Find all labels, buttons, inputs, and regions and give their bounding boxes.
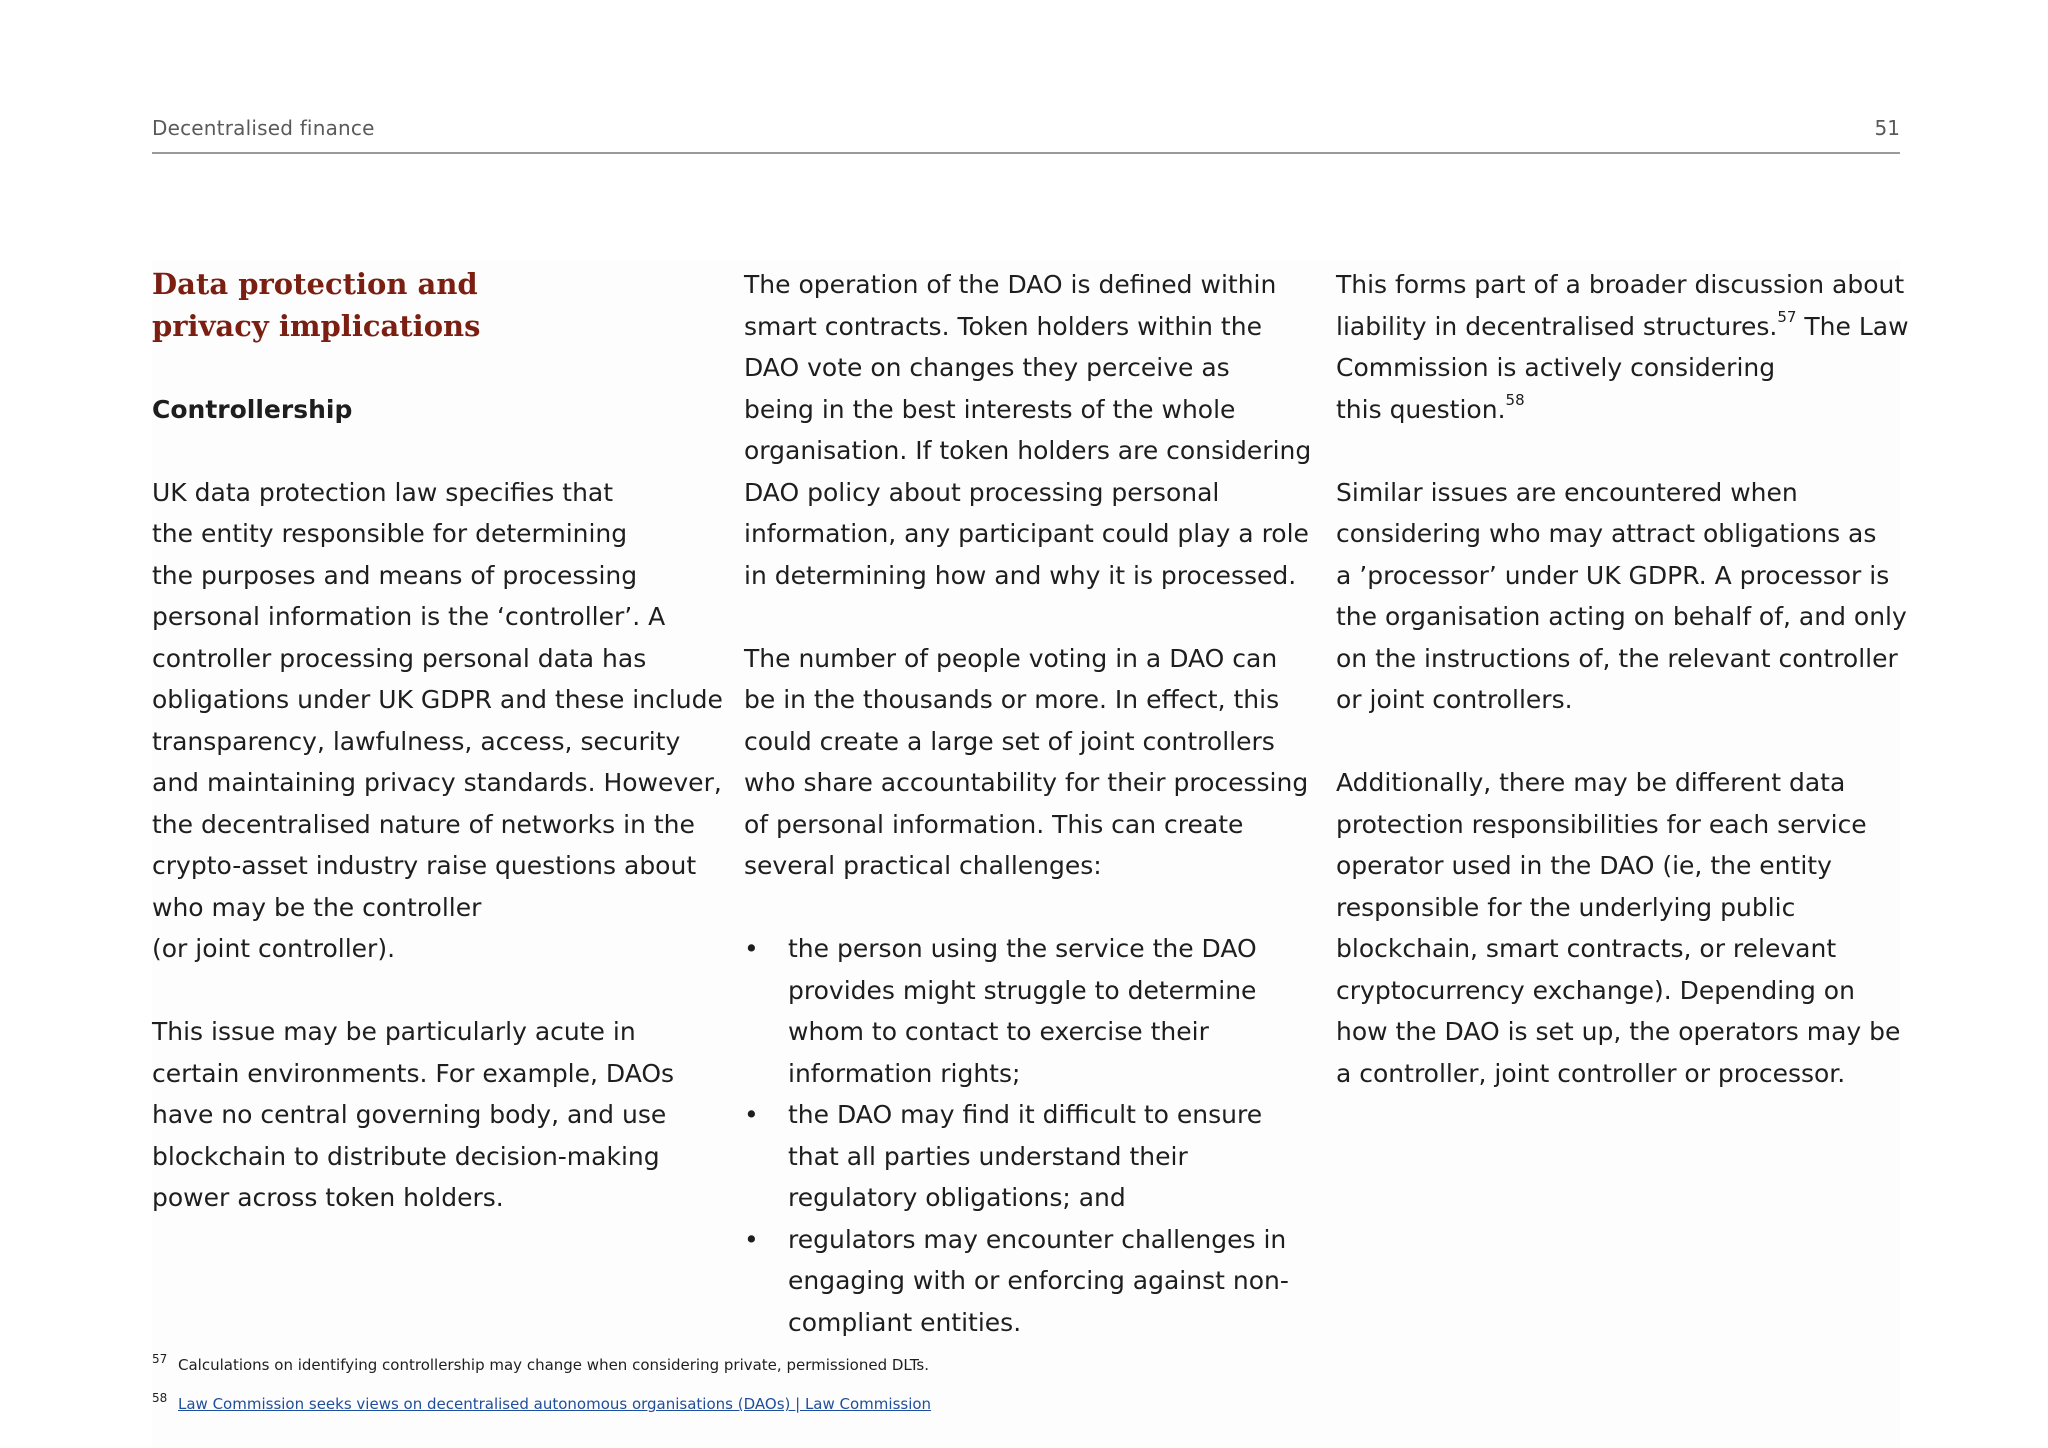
text-line: who may be the controller <box>152 892 482 922</box>
text-line: the DAO may find it difficult to ensure <box>788 1100 1263 1129</box>
paragraph <box>152 472 722 970</box>
text-line: organisation. If token holders are considering <box>744 436 1312 465</box>
column-3 <box>1336 264 1909 1094</box>
text-line: certain environments. For example, DAOs <box>152 1058 675 1088</box>
bullet-icon: • <box>744 934 759 963</box>
text-line: the purposes and means of processing <box>152 560 638 590</box>
paragraph <box>152 1011 722 1219</box>
text-line: compliant entities. <box>788 1307 1022 1337</box>
text-line: (or joint controller). <box>152 934 396 963</box>
text-line: who share accountability for their processing <box>744 768 1309 797</box>
text-line: have no central governing body, and use <box>152 1100 667 1129</box>
column-1 <box>152 264 722 1219</box>
text-line: Similar issues are encountered when <box>1336 477 1798 507</box>
footnote-ref-58[interactable]: 58 <box>1505 391 1525 410</box>
text-line: on the instructions of, the relevant controller <box>1336 643 1898 673</box>
text-line: cryptocurrency exchange). Depending on <box>1336 975 1855 1005</box>
text-line <box>1336 306 1909 348</box>
list-item <box>744 928 1318 1094</box>
footnote-57 <box>152 1354 1352 1376</box>
text-line: This forms part of a broader discussion about <box>1336 270 1905 299</box>
text-line: regulators may encounter challenges in <box>788 1224 1287 1254</box>
running-header <box>152 116 1900 154</box>
text-line: provides might struggle to determine <box>788 975 1257 1005</box>
text-fragment: this question. <box>1336 394 1506 424</box>
text-line: how the DAO is set up, the operators may be <box>1336 1017 1901 1046</box>
paragraph <box>1336 264 1909 430</box>
text-line: several practical challenges: <box>744 851 1102 880</box>
text-line: a ’processor’ under UK GDPR. A processor is <box>1336 560 1890 590</box>
text-line: or joint controllers. <box>1336 685 1573 714</box>
text-line: operator used in the DAO (ie, the entity <box>1336 851 1832 880</box>
text-line: This issue may be particularly acute in <box>152 1017 636 1046</box>
law-commission-link[interactable]: Law Commission seeks views on decentralised autonomous organisations (DAOs) | Law Commission <box>178 1395 932 1413</box>
challenges-list <box>744 928 1318 1343</box>
footnote-text: Calculations on identifying controllership may change when considering private, permissioned DLTs. <box>178 1356 929 1374</box>
text-line: being in the best interests of the whole <box>744 394 1236 424</box>
text-line: the organisation acting on behalf of, and only <box>1336 602 1907 631</box>
paragraph <box>744 264 1318 596</box>
list-item <box>744 1094 1318 1219</box>
text-line: smart contracts. Token holders within the <box>744 311 1262 341</box>
text-line: The number of people voting in a DAO can <box>744 643 1278 673</box>
text-line: DAO vote on changes they perceive as <box>744 353 1230 382</box>
text-fragment: liability in decentralised structures. <box>1336 311 1778 341</box>
running-title: Decentralised finance <box>152 116 375 140</box>
text-line: regulatory obligations; and <box>788 1183 1126 1212</box>
text-line: blockchain to distribute decision-making <box>152 1141 660 1171</box>
paragraph <box>744 638 1318 887</box>
text-line: controller processing personal data has <box>152 643 647 673</box>
text-line: responsible for the underlying public <box>1336 892 1796 922</box>
footnote-58 <box>152 1393 1352 1415</box>
bullet-icon: • <box>744 1224 759 1254</box>
footnote-ref-57[interactable]: 57 <box>1777 308 1797 327</box>
text-line: that all parties understand their <box>788 1141 1188 1171</box>
section-heading-line: privacy implications <box>152 308 481 343</box>
column-2 <box>744 264 1318 1343</box>
footnote-number: 57 <box>152 1352 168 1366</box>
text-line: whom to contact to exercise their <box>788 1017 1209 1046</box>
subheading-controllership: Controllership <box>152 394 353 424</box>
text-line: Commission is actively considering <box>1336 353 1776 382</box>
text-line: of personal information. This can create <box>744 809 1244 839</box>
text-line: blockchain, smart contracts, or relevant <box>1336 934 1837 963</box>
text-line: DAO policy about processing personal <box>744 477 1220 507</box>
text-line: obligations under UK GDPR and these include <box>152 685 723 714</box>
text-line: Additionally, there may be different data <box>1336 768 1846 797</box>
text-line: the entity responsible for determining <box>152 519 628 548</box>
text-line: engaging with or enforcing against non- <box>788 1266 1289 1295</box>
paragraph <box>1336 472 1906 721</box>
text-fragment: The Law <box>1796 311 1909 341</box>
text-line: the person using the service the DAO <box>788 934 1257 963</box>
text-line: be in the thousands or more. In effect, this <box>744 685 1280 714</box>
text-line: the decentralised nature of networks in the <box>152 809 695 839</box>
section-heading <box>152 264 722 347</box>
text-line: information rights; <box>788 1058 1021 1088</box>
footnotes <box>152 1354 1352 1432</box>
text-line: information, any participant could play a role <box>744 519 1309 548</box>
paragraph <box>1336 762 1906 1094</box>
text-line: The operation of the DAO is defined within <box>744 270 1277 299</box>
text-line: crypto-asset industry raise questions about <box>152 851 697 880</box>
text-line: personal information is the ‘controller’. A <box>152 602 666 631</box>
text-line <box>1336 389 1906 431</box>
text-line: UK data protection law specifies that <box>152 477 614 507</box>
section-heading-line: Data protection and <box>152 267 478 301</box>
text-line: transparency, lawfulness, access, security <box>152 726 681 756</box>
page-number: 51 <box>1874 116 1900 140</box>
text-line: considering who may attract obligations as <box>1336 519 1877 548</box>
text-line: could create a large set of joint controllers <box>744 726 1275 756</box>
text-line: power across token holders. <box>152 1183 504 1212</box>
bullet-icon: • <box>744 1100 759 1129</box>
footnote-number: 58 <box>152 1391 168 1405</box>
text-line: protection responsibilities for each service <box>1336 809 1867 839</box>
text-line: a controller, joint controller or processor. <box>1336 1058 1846 1088</box>
text-line: and maintaining privacy standards. However, <box>152 768 722 797</box>
list-item <box>744 1219 1318 1344</box>
text-line: in determining how and why it is processed. <box>744 560 1297 590</box>
